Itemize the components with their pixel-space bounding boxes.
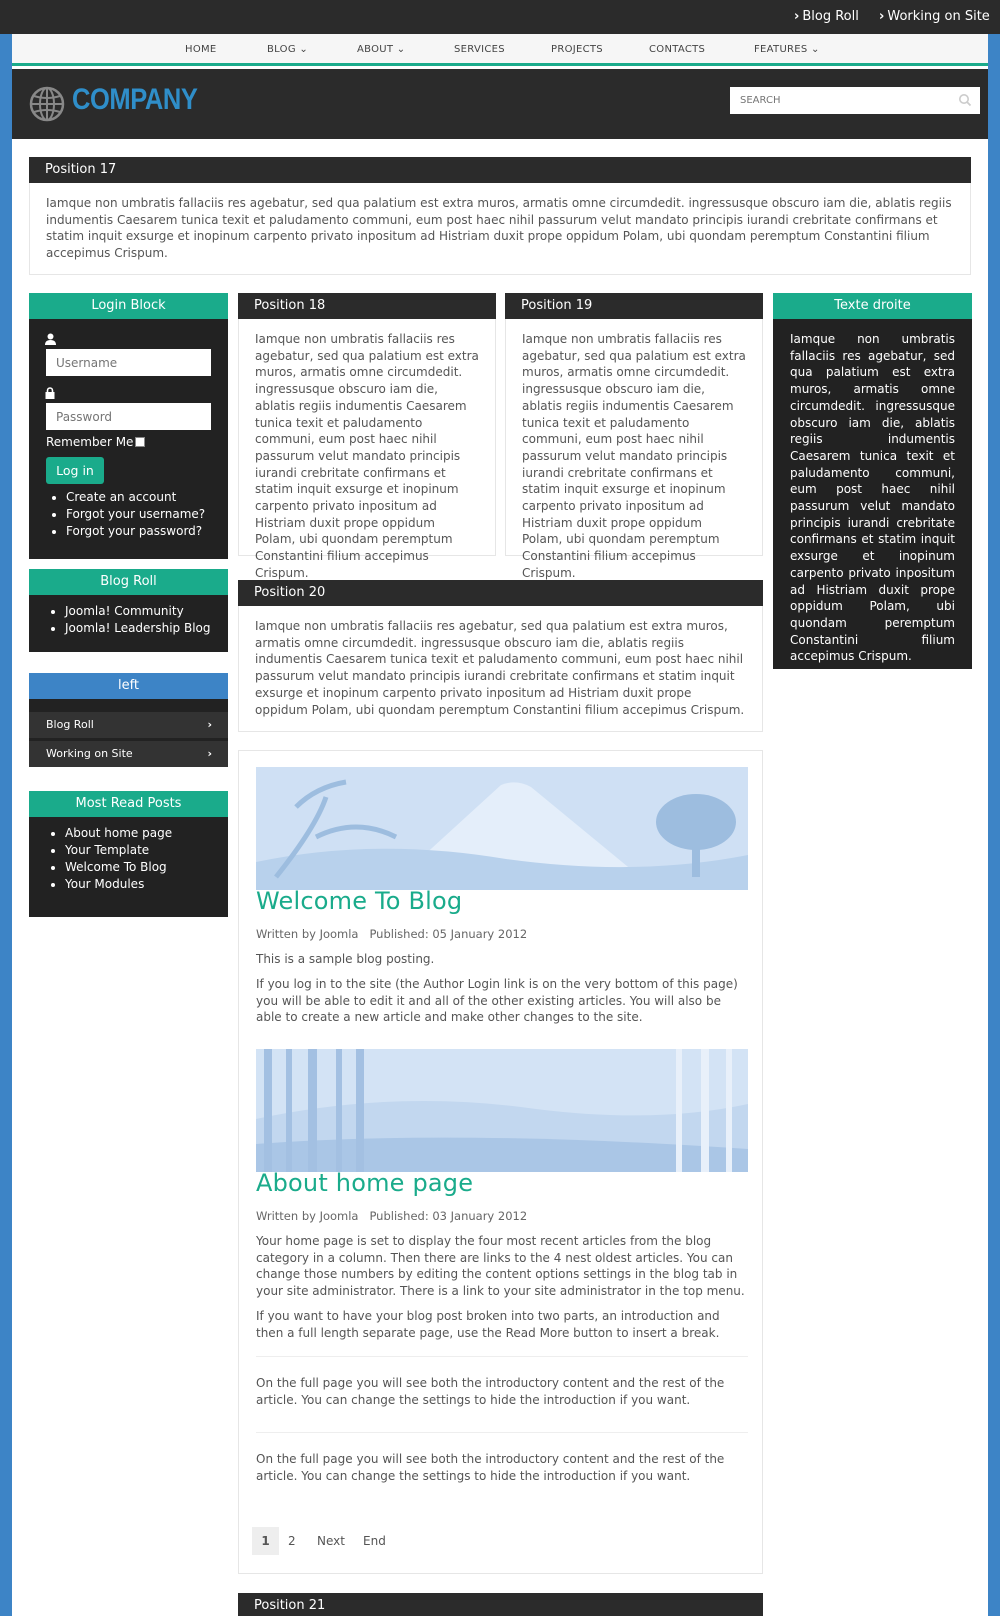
- left-menu-module: [29, 673, 228, 766]
- chevron-right-icon: ›: [207, 747, 212, 760]
- username-field[interactable]: [46, 349, 211, 376]
- texte-droite-module: [773, 293, 972, 669]
- forgot-username-link[interactable]: • Forgot your username?: [66, 506, 205, 523]
- panel-body: Iamque non umbratis fallaciis res agebatur, sed qua palatium est extra muros, armatis omne circumdedit. ingressusque obscuro iam die, ablatis regiis indumentis Caesarem tunica texit et paludamento communi, eum post haec nihil passurum velut mandato principis iurandi crebritate confirmans et statim inquit exsurge et inopinum carpento privato inpositum ad Histriam duxit prope oppidum Polam, ubi quondam peremptum Constantini filium accepimus Crispum.: [29, 183, 971, 275]
- position-20-panel: [238, 580, 763, 732]
- left-menu-body: [29, 699, 228, 766]
- position-21-panel: [238, 1593, 763, 1616]
- list-item[interactable]: • Your Modules: [65, 876, 228, 893]
- panel-title: Position 18: [238, 293, 496, 319]
- most-read-module: [29, 791, 228, 917]
- panel-body: Iamque non umbratis fallaciis res agebatur, sed qua palatium est extra muros, armatis omne circumdedit. ingressusque obscuro iam die, ablatis regiis indumentis Caesarem tunica texit et paludamento communi, eum post haec nihil passurum velut mandato principis iurandi crebritate confirmans et statim inquit exsurge et inopinum carpento privato inpositum ad Histriam duxit prope oppidum Polam, ubi quondam peremptum Constantini filium accepimus Crispum.: [238, 319, 496, 556]
- forgot-password-link[interactable]: • Forgot your password?: [66, 523, 205, 540]
- panel-title: Position 19: [505, 293, 763, 319]
- panel-body: Iamque non umbratis fallaciis res agebatur, sed qua palatium est extra muros, armatis omne circumdedit. ingressusque obscuro iam die, ablatis regiis indumentis Caesarem tunica texit et paludamento communi, eum post haec nihil passurum velut mandato principis iurandi crebritate confirmans et statim inquit exsurge et inopinum carpento privato inpositum ad Histriam duxit prope oppidum Polam, ubi quondam peremptum Constantini filium accepimus Crispum.: [505, 319, 763, 556]
- pagination-end[interactable]: End: [363, 1534, 386, 1548]
- divider: [256, 1356, 748, 1357]
- site-header: [12, 69, 988, 139]
- main-nav: [12, 34, 988, 66]
- chevron-right-icon: ›: [207, 718, 212, 731]
- left-menu-title: left: [29, 673, 228, 699]
- left-menu-item-working-on-site[interactable]: Working on Site ›: [29, 741, 228, 767]
- nav-item-about[interactable]: ABOUT ⌄: [357, 44, 406, 55]
- article-image-bamboo: [256, 1049, 748, 1172]
- article-title[interactable]: About home page: [256, 1169, 474, 1197]
- divider: [256, 1432, 748, 1433]
- article-paragraph: Your home page is set to display the four most recent articles from the blog category in a column. Then there are links to the 4 nest oldest articles. You can change those numbers by editing the content options settings in the blog tab in your site administrator. There is a link to your site administrator in the top menu.: [256, 1234, 745, 1299]
- article-paragraph: If you log in to the site (the Author Login link is on the very bottom of this page) you will be able to edit it and all of the other existing articles. You will also be able to create a new article and make other changes to the site.: [256, 977, 738, 1025]
- blog-roll-module: [29, 569, 228, 652]
- position-17-panel: [29, 157, 971, 275]
- chevron-right-icon: ›: [794, 9, 800, 24]
- nav-item-projects[interactable]: PROJECTS: [551, 44, 603, 55]
- pagination-next[interactable]: Next: [317, 1534, 345, 1548]
- login-button[interactable]: Log in: [46, 457, 104, 484]
- list-item[interactable]: • Joomla! Community: [65, 603, 228, 620]
- nav-item-services[interactable]: SERVICES: [454, 44, 505, 55]
- nav-item-home[interactable]: HOME: [185, 44, 217, 55]
- search-icon[interactable]: [958, 93, 972, 107]
- article-paragraph: On the full page you will see both the introductory content and the rest of the article. You can change the settings to hide the introduction if you want.: [256, 1376, 725, 1407]
- position-18-panel: [238, 293, 496, 580]
- blog-roll-title: Blog Roll: [29, 569, 228, 595]
- list-item[interactable]: • Your Template: [65, 842, 228, 859]
- article-image-mountain: [256, 767, 748, 890]
- most-read-title: Most Read Posts: [29, 791, 228, 817]
- create-account-link[interactable]: • Create an account: [66, 489, 205, 506]
- globe-icon: [29, 86, 65, 122]
- login-title: Login Block: [29, 293, 228, 319]
- user-icon: [45, 333, 56, 348]
- lock-icon: [45, 387, 55, 402]
- panel-title: Position 20: [238, 580, 763, 606]
- pagination-page-1[interactable]: 1: [252, 1527, 279, 1555]
- nav-item-blog[interactable]: BLOG ⌄: [267, 44, 309, 55]
- panel-title: Position 21: [238, 1593, 763, 1616]
- blog-articles: [238, 750, 763, 1574]
- remember-me-checkbox[interactable]: [135, 437, 145, 447]
- most-read-body: [29, 817, 228, 917]
- article-paragraph: On the full page you will see both the introductory content and the rest of the article. You can change the settings to hide the introduction if you want.: [256, 1452, 725, 1483]
- logo[interactable]: COMPANY: [72, 83, 198, 116]
- panel-title: Position 17: [29, 157, 971, 183]
- left-menu-item-blog-roll[interactable]: Blog Roll ›: [29, 712, 228, 738]
- list-item[interactable]: • Joomla! Leadership Blog: [65, 620, 228, 637]
- list-item[interactable]: • Welcome To Blog: [65, 859, 228, 876]
- article-title[interactable]: Welcome To Blog: [256, 887, 463, 915]
- article-meta: Written by Joomla Published: 03 January 2012: [256, 1209, 528, 1223]
- topbar-link-blog-roll[interactable]: › Blog Roll: [794, 9, 859, 24]
- pagination-page-2[interactable]: 2: [288, 1534, 296, 1548]
- login-body: [29, 319, 228, 559]
- list-item[interactable]: • About home page: [65, 825, 228, 842]
- article-meta: Written by Joomla Published: 05 January 2012: [256, 927, 528, 941]
- login-block: [29, 293, 228, 559]
- blog-roll-body: [29, 595, 228, 652]
- nav-item-contacts[interactable]: CONTACTS: [649, 44, 706, 55]
- password-field[interactable]: [46, 403, 211, 430]
- top-bar: [0, 0, 1000, 34]
- texte-droite-body: Iamque non umbratis fallaciis res agebatur, sed qua palatium est extra muros, armatis omne circumdedit. ingressusque obscuro iam die, ablatis regiis indumentis Caesarem tunica texit et paludamento communi, eum post haec nihil passurum velut mandato principis iurandi crebritate confirmans et statim inquit exsurge et inopinum carpento privato inpositum ad Histriam duxit prope oppidum Polam, ubi quondam peremptum Constantini filium accepimus Crispum.: [773, 319, 972, 669]
- position-19-panel: [505, 293, 763, 580]
- search-input[interactable]: [730, 87, 980, 114]
- chevron-right-icon: ›: [879, 9, 885, 24]
- article-paragraph: This is a sample blog posting.: [256, 952, 435, 966]
- article-paragraph: If you want to have your blog post broken into two parts, an introduction and then a full length separate page, use the Read More button to insert a break.: [256, 1309, 720, 1340]
- texte-droite-title: Texte droite: [773, 293, 972, 319]
- panel-body: Iamque non umbratis fallaciis res agebatur, sed qua palatium est extra muros, armatis omne circumdedit. ingressusque obscuro iam die, ablatis regiis indumentis Caesarem tunica texit et paludamento communi, eum post haec nihil passurum velut mandato principis iurandi crebritate confirmans et statim inquit exsurge et inopinum carpento privato inpositum ad Histriam duxit prope oppidum Polam, ubi quondam peremptum Constantini filium accepimus Crispum.: [238, 606, 763, 732]
- remember-me: Remember Me: [46, 435, 145, 449]
- login-links: [29, 489, 205, 540]
- topbar-link-working-on-site[interactable]: › Working on Site: [879, 9, 990, 24]
- nav-item-features[interactable]: FEATURES ⌄: [754, 44, 820, 55]
